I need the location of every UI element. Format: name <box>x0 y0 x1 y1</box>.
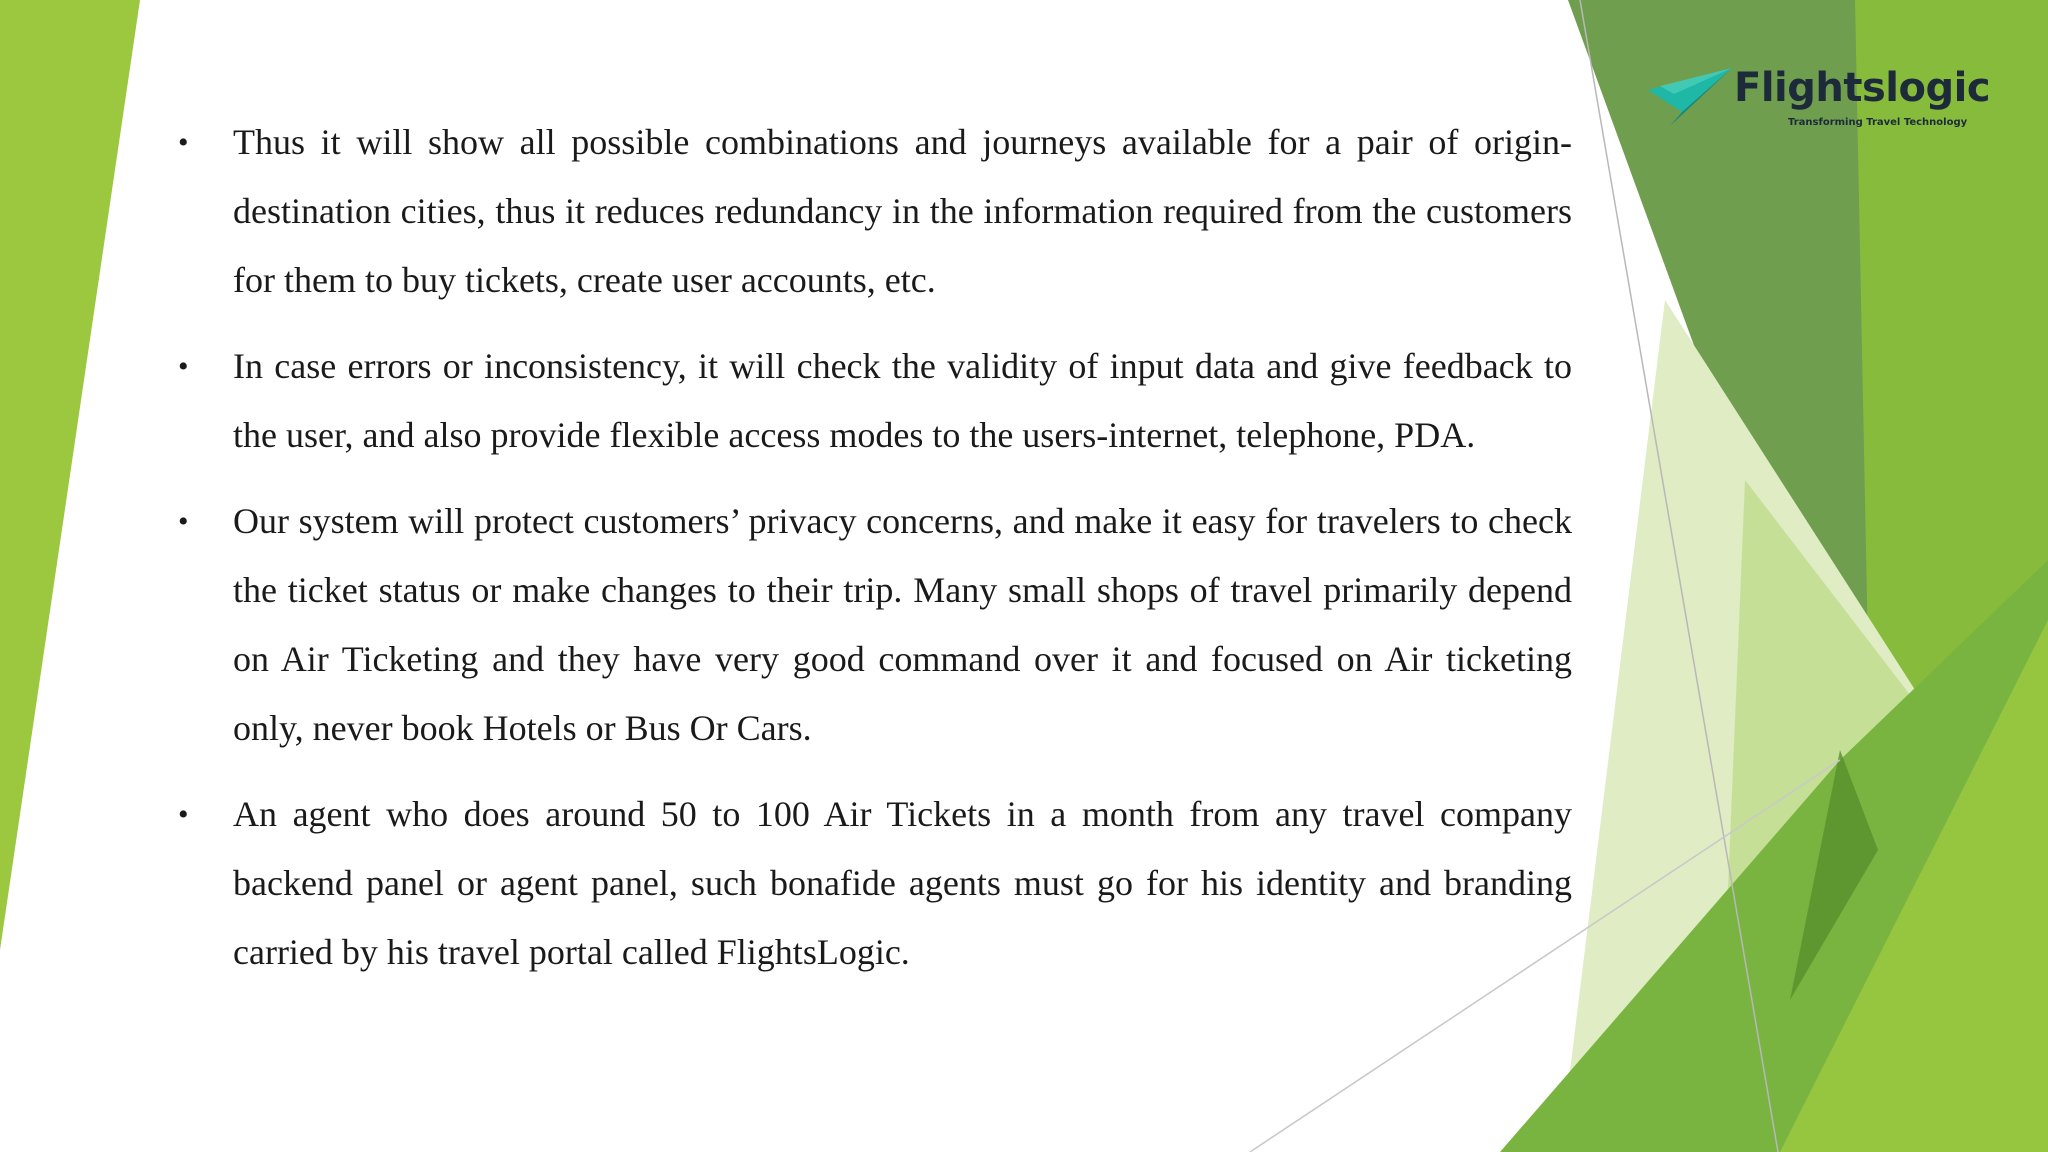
flightslogic-logo <box>1648 60 1991 138</box>
bullet-item <box>178 780 1572 987</box>
bullet-text: In case errors or inconsistency, it will check the validity of input data and give feedback to the user, and also provide flexible access modes to the users-internet, telephone, PDA. <box>233 346 1572 455</box>
bullet-item <box>178 487 1572 763</box>
bullet-marker: • <box>178 798 189 831</box>
bullet-text: Our system will protect customers’ privacy concerns, and make it easy for travelers to check the ticket status or make changes to their trip. Many small shops of travel primarily depend on Air Ticketing and they have very good command over it and focused on Air ticketing only, never book Hotels or Bus Or Cars. <box>233 501 1572 748</box>
bullet-list <box>178 108 1572 1004</box>
bullet-marker: • <box>178 505 189 538</box>
bullet-item <box>178 108 1572 315</box>
logo-name: Flightslogic <box>1734 65 1991 111</box>
bullet-text: Thus it will show all possible combinations and journeys available for a pair of origin-destination cities, thus it reduces redundancy in the information required from the customers for them to buy tickets, create user accounts, etc. <box>233 122 1572 300</box>
bullet-text: An agent who does around 50 to 100 Air Tickets in a month from any travel company backend panel or agent panel, such bonafide agents must go for his identity and branding carried by his travel portal called FlightsLogic. <box>233 794 1572 972</box>
logo-tagline: Transforming Travel Technology <box>1788 117 1968 128</box>
bullet-marker: • <box>178 350 189 383</box>
paper-plane-icon <box>1648 68 1734 128</box>
bullet-marker: • <box>178 126 189 159</box>
left-green-shape <box>0 0 140 950</box>
bullet-item <box>178 332 1572 470</box>
